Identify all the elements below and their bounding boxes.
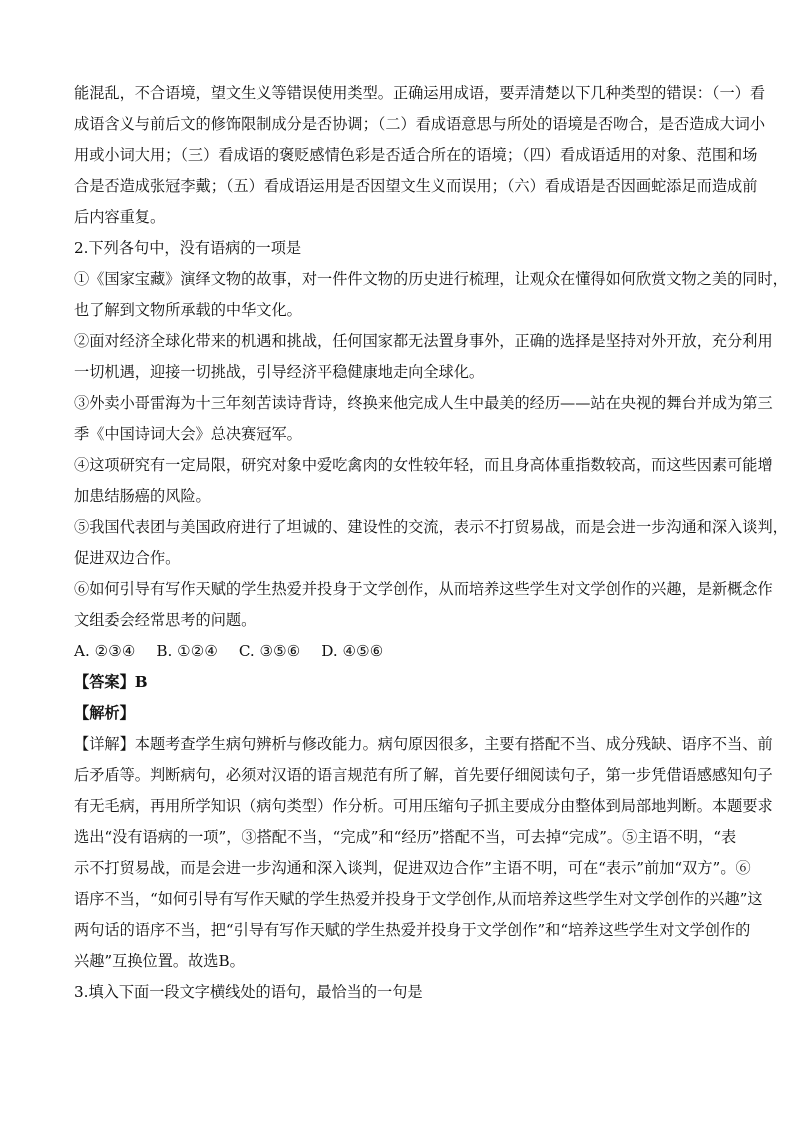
sentence-item [74, 512, 788, 574]
text-line: 促进双边合作。 [74, 549, 181, 567]
sentence-item [74, 574, 773, 636]
text-line: 合是否造成张冠李戴；（五）看成语运用是否因望文生义而误用；（六）看成语是否因画蛇添足而造成前 [74, 177, 758, 195]
text-line: ③外卖小哥雷海为十三年刻苦读诗背诗，终换来他完成人生中最美的经历——站在央视的舞台并成为第三 [74, 394, 773, 412]
question-2 [74, 233, 788, 977]
option-b: B. ①②④ [156, 642, 218, 660]
intro-paragraph [74, 78, 766, 233]
text-line: ②面对经济全球化带来的机遇和挑战，任何国家都无法置身事外，正确的选择是坚持对外开放，充分利用 [74, 332, 773, 350]
text-line: 用或小词大用；（三）看成语的褒贬感情色彩是否适合所在的语境；（四）看成语适用的对象、范围和场 [74, 146, 758, 164]
option-c: C. ③⑤⑥ [238, 642, 301, 660]
text-line: 选出“没有语病的一项”，③搭配不当，“完成”和“经历”搭配不当，可去掉“完成”。⑤主语不明，“表 [74, 828, 737, 846]
text-line: 语序不当，“如何引导有写作天赋的学生热爱并投身于文学创作,从而培养这些学生对文学创作的兴趣”这 [74, 890, 763, 908]
text-line: 【详解】本题考查学生病句辨析与修改能力。病句原因很多，主要有搭配不当、成分残缺、语序不当、前 [74, 735, 773, 753]
text-line: 也了解到文物所承载的中华文化。 [74, 301, 302, 319]
text-line: 能混乱，不合语境，望文生义等错误使用类型。正确运用成语，要弄清楚以下几种类型的错误：（一）看 [74, 84, 766, 102]
question-stem: 2.下列各句中，没有语病的一项是 [74, 239, 302, 257]
text-line: 成语含义与前后文的修饰限制成分是否协调；（二）看成语意思与所处的语境是否吻合，是否造成大词小 [74, 115, 766, 133]
document-page [74, 78, 788, 1008]
option-d: D. ④⑤⑥ [321, 642, 384, 660]
sentence-item [74, 388, 773, 450]
sentence-item [74, 264, 788, 326]
text-line: 后内容重复。 [74, 208, 166, 226]
sentence-item [74, 326, 773, 388]
detail-paragraph [74, 729, 773, 977]
text-line: ④这项研究有一定局限，研究对象中爱吃禽肉的女性较年轻，而且身高体重指数较高，而这些因素可能增 [74, 456, 773, 474]
text-line: 后矛盾等。判断病句，必须对汉语的语言规范有所了解，首先要仔细阅读句子，第一步凭借语感感知句子 [74, 766, 773, 784]
text-line: 两句话的语序不当，把“引导有写作天赋的学生热爱并投身于文学创作”和“培养这些学生对文学创作的 [74, 921, 751, 939]
text-line: ①《国家宝藏》演绎文物的故事，对一件件文物的历史进行梳理，让观众在懂得如何欣赏文物之美的同时， [74, 270, 788, 288]
text-line: 有无毛病，再用所学知识（病句类型）作分析。可用压缩句子抓主要成分由整体到局部地判断。本题要求 [74, 797, 773, 815]
question-3 [74, 977, 730, 1008]
text-line: 示不打贸易战，而是会进一步沟通和深入谈判，促进双边合作”主语不明，可在“表示”前加“双方”。⑥ [74, 859, 751, 877]
answer-label: 【答案】B [74, 673, 148, 691]
option-a: A. ②③④ [74, 642, 136, 660]
text-line: ⑥如何引导有写作天赋的学生热爱并投身于文学创作，从而培养这些学生对文学创作的兴趣，是新概念作 [74, 580, 773, 598]
text-line: 加患结肠癌的风险。 [74, 487, 211, 505]
question-stem: 3.填入下面一段文字横线处的语句，最恰当的一句是 [74, 983, 423, 1001]
analysis-label: 【解析】 [74, 704, 135, 722]
text-line: ⑤我国代表团与美国政府进行了坦诚的、建设性的交流，表示不打贸易战，而是会进一步沟通和深入谈判， [74, 518, 788, 536]
sentence-item [74, 450, 773, 512]
text-line: 季《中国诗词大会》总决赛冠军。 [74, 425, 302, 443]
text-line: 文组委会经常思考的问题。 [74, 611, 257, 629]
answer-options [74, 636, 730, 667]
text-line: 一切机遇，迎接一切挑战，引导经济平稳健康地走向全球化。 [74, 363, 485, 381]
text-line: 兴趣”互换位置。故选B。 [74, 952, 245, 970]
